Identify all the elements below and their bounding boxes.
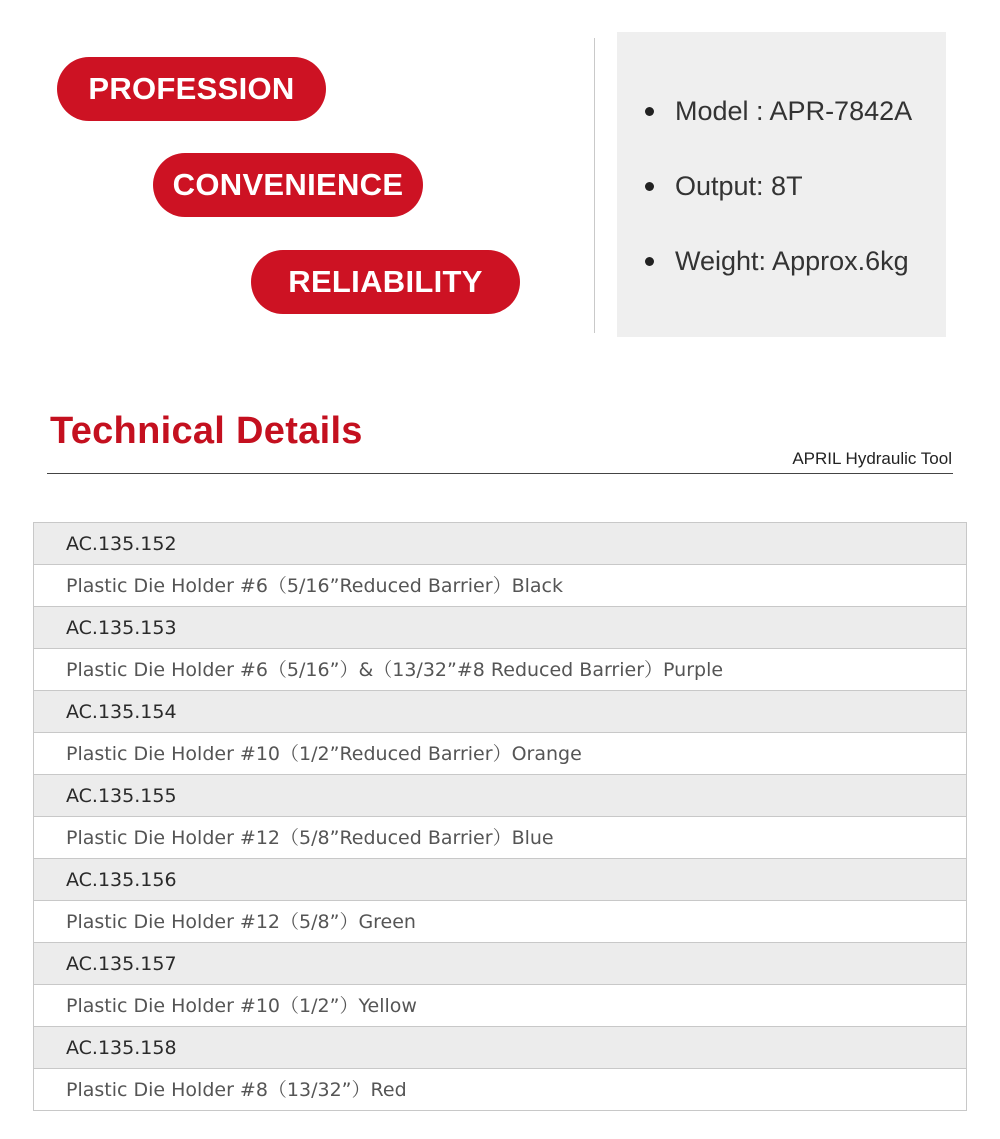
badge-convenience: CONVENIENCE xyxy=(153,153,423,217)
table-row-description: Plastic Die Holder #12（5/8”）Green xyxy=(34,901,966,943)
badge-reliability: RELIABILITY xyxy=(251,250,520,314)
bullet-icon xyxy=(645,257,654,266)
table-row-description: Plastic Die Holder #6（5/16”Reduced Barrier）Black xyxy=(34,565,966,607)
spec-text: Output: 8T xyxy=(675,171,803,201)
details-table xyxy=(33,522,967,1111)
spec-item-weight xyxy=(645,242,912,317)
section-title: Technical Details xyxy=(50,410,363,452)
spec-item-model xyxy=(645,92,912,167)
table-row-description: Plastic Die Holder #12（5/8”Reduced Barrier）Blue xyxy=(34,817,966,859)
table-row-description: Plastic Die Holder #6（5/16”）&（13/32”#8 Reduced Barrier）Purple xyxy=(34,649,966,691)
spec-text: Weight: Approx.6kg xyxy=(675,246,909,276)
table-row-code: AC.135.153 xyxy=(34,607,966,649)
table-row-code: AC.135.154 xyxy=(34,691,966,733)
horizontal-rule xyxy=(47,473,953,474)
table-row-code: AC.135.158 xyxy=(34,1027,966,1069)
spec-item-output xyxy=(645,167,912,242)
bullet-icon xyxy=(645,107,654,116)
brand-label: APRIL Hydraulic Tool xyxy=(792,449,952,468)
bullet-icon xyxy=(645,182,654,191)
table-row-code: AC.135.155 xyxy=(34,775,966,817)
table-row-code: AC.135.157 xyxy=(34,943,966,985)
vertical-divider xyxy=(594,38,595,333)
table-row-code: AC.135.152 xyxy=(34,523,966,565)
spec-box xyxy=(617,32,946,337)
spec-list xyxy=(645,92,912,317)
table-row-description: Plastic Die Holder #10（1/2”）Yellow xyxy=(34,985,966,1027)
table-row-description: Plastic Die Holder #10（1/2”Reduced Barrier）Orange xyxy=(34,733,966,775)
spec-text: Model : APR-7842A xyxy=(675,96,913,126)
badge-profession: PROFESSION xyxy=(57,57,326,121)
table-row-description: Plastic Die Holder #8（13/32”）Red xyxy=(34,1069,966,1111)
table-row-code: AC.135.156 xyxy=(34,859,966,901)
